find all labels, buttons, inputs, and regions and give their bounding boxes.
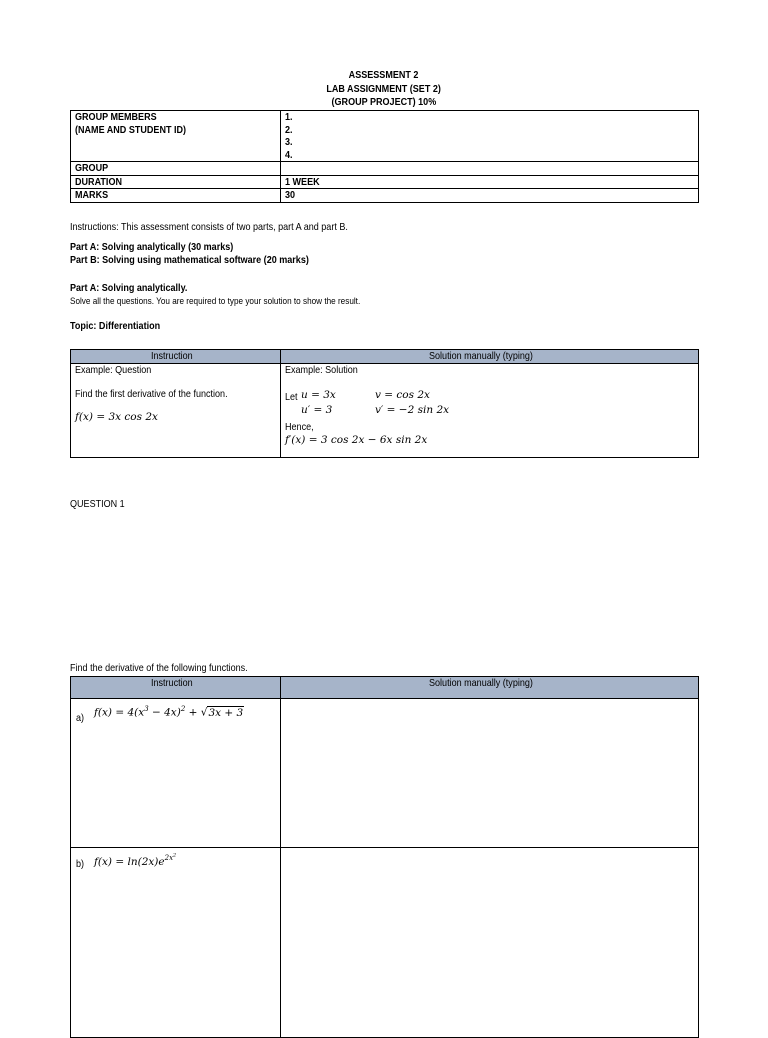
member-slot-1: 1. — [285, 111, 293, 123]
group-members-slots-cell[interactable] — [281, 111, 699, 162]
part-a-heading: Part A: Solving analytically. — [70, 282, 188, 294]
member-slot-4: 4. — [285, 148, 293, 161]
example-question-function: f(x) = 3x cos 2x — [75, 410, 158, 423]
example-question-title: Example: Question — [75, 363, 152, 376]
group-label-cell — [71, 162, 281, 176]
lab-assignment-title: LAB ASSIGNMENT (SET 2) — [326, 82, 442, 95]
v-definition: v = cos 2x — [375, 389, 430, 401]
q1-item-a-solution-area[interactable] — [281, 699, 699, 848]
duration-label-cell — [71, 175, 281, 189]
part-summary — [70, 241, 348, 267]
question-1-table — [70, 676, 699, 1038]
q1-item-b-instruction — [71, 848, 281, 1038]
example-substitution — [285, 389, 694, 421]
group-info-table — [70, 110, 699, 203]
q1-item-a-instruction — [71, 699, 281, 848]
q1-item-b-label: b) — [76, 858, 85, 870]
q1-instruction-header: Instruction — [71, 677, 281, 699]
part-b-summary: Part B: Solving using mathematical software (20 marks) — [70, 254, 309, 266]
u-definition: u = 3x — [301, 389, 336, 401]
part-a-summary: Part A: Solving analytically (30 marks) — [70, 241, 234, 253]
q1-item-b-solution-area[interactable] — [281, 848, 699, 1038]
v-prime: v′ = −2 sin 2x — [375, 404, 450, 416]
member-slot-3: 3. — [285, 136, 293, 148]
part-a-note: Solve all the questions. You are required to type your solution to show the result. — [70, 296, 361, 307]
assessment-title: ASSESSMENT 2 — [349, 69, 419, 81]
name-student-id-label: (NAME AND STUDENT ID) — [75, 123, 187, 136]
example-question-text: Find the first derivative of the function. — [75, 388, 228, 400]
question-1-title: QUESTION 1 — [70, 498, 125, 510]
hence-label: Hence, — [285, 421, 314, 433]
example-solution-cell — [281, 363, 699, 457]
q1-item-a-label: a) — [76, 712, 85, 724]
duration-value: 1 WEEK — [285, 175, 320, 188]
part-a-section — [70, 282, 407, 308]
example-solution-title: Example: Solution — [285, 363, 358, 376]
group-label: GROUP — [75, 162, 109, 174]
duration-value-cell — [281, 175, 699, 189]
member-slot-2: 2. — [285, 123, 293, 136]
group-members-label: GROUP MEMBERS — [75, 111, 157, 123]
example-table — [70, 349, 699, 458]
example-instruction-header: Instruction — [71, 350, 281, 364]
marks-label: MARKS — [75, 189, 109, 201]
marks-value: 30 — [285, 189, 296, 201]
example-solution-header: Solution manually (typing) — [281, 350, 699, 364]
document-header — [0, 69, 768, 110]
u-prime: u′ = 3 — [301, 404, 333, 416]
question-1-prompt: Find the derivative of the following functions. — [70, 662, 248, 674]
group-value-cell[interactable] — [281, 162, 699, 176]
group-project-title: (GROUP PROJECT) 10% — [331, 96, 437, 108]
instructions-text: Instructions: This assessment consists of two parts, part A and part B. — [70, 221, 348, 233]
topic-heading: Topic: Differentiation — [70, 320, 161, 332]
q1-item-b-row — [71, 848, 699, 1038]
marks-value-cell — [281, 189, 699, 203]
example-result: f′(x) = 3 cos 2x − 6x sin 2x — [285, 433, 428, 446]
q1-item-b-formula: $f(x) = \ln(2x)e^{2x^2}$ — [94, 853, 177, 868]
q1-item-a-formula: $f(x) = 4(x^3 - 4x)^2 + √3x + 3$ — [94, 705, 244, 719]
q1-solution-header: Solution manually (typing) — [281, 677, 699, 699]
group-members-label-cell — [71, 111, 281, 162]
q1-item-a-row — [71, 699, 699, 848]
let-label: Let — [285, 391, 298, 403]
marks-label-cell — [71, 189, 281, 203]
example-question-cell — [71, 363, 281, 457]
duration-label: DURATION — [75, 175, 122, 188]
